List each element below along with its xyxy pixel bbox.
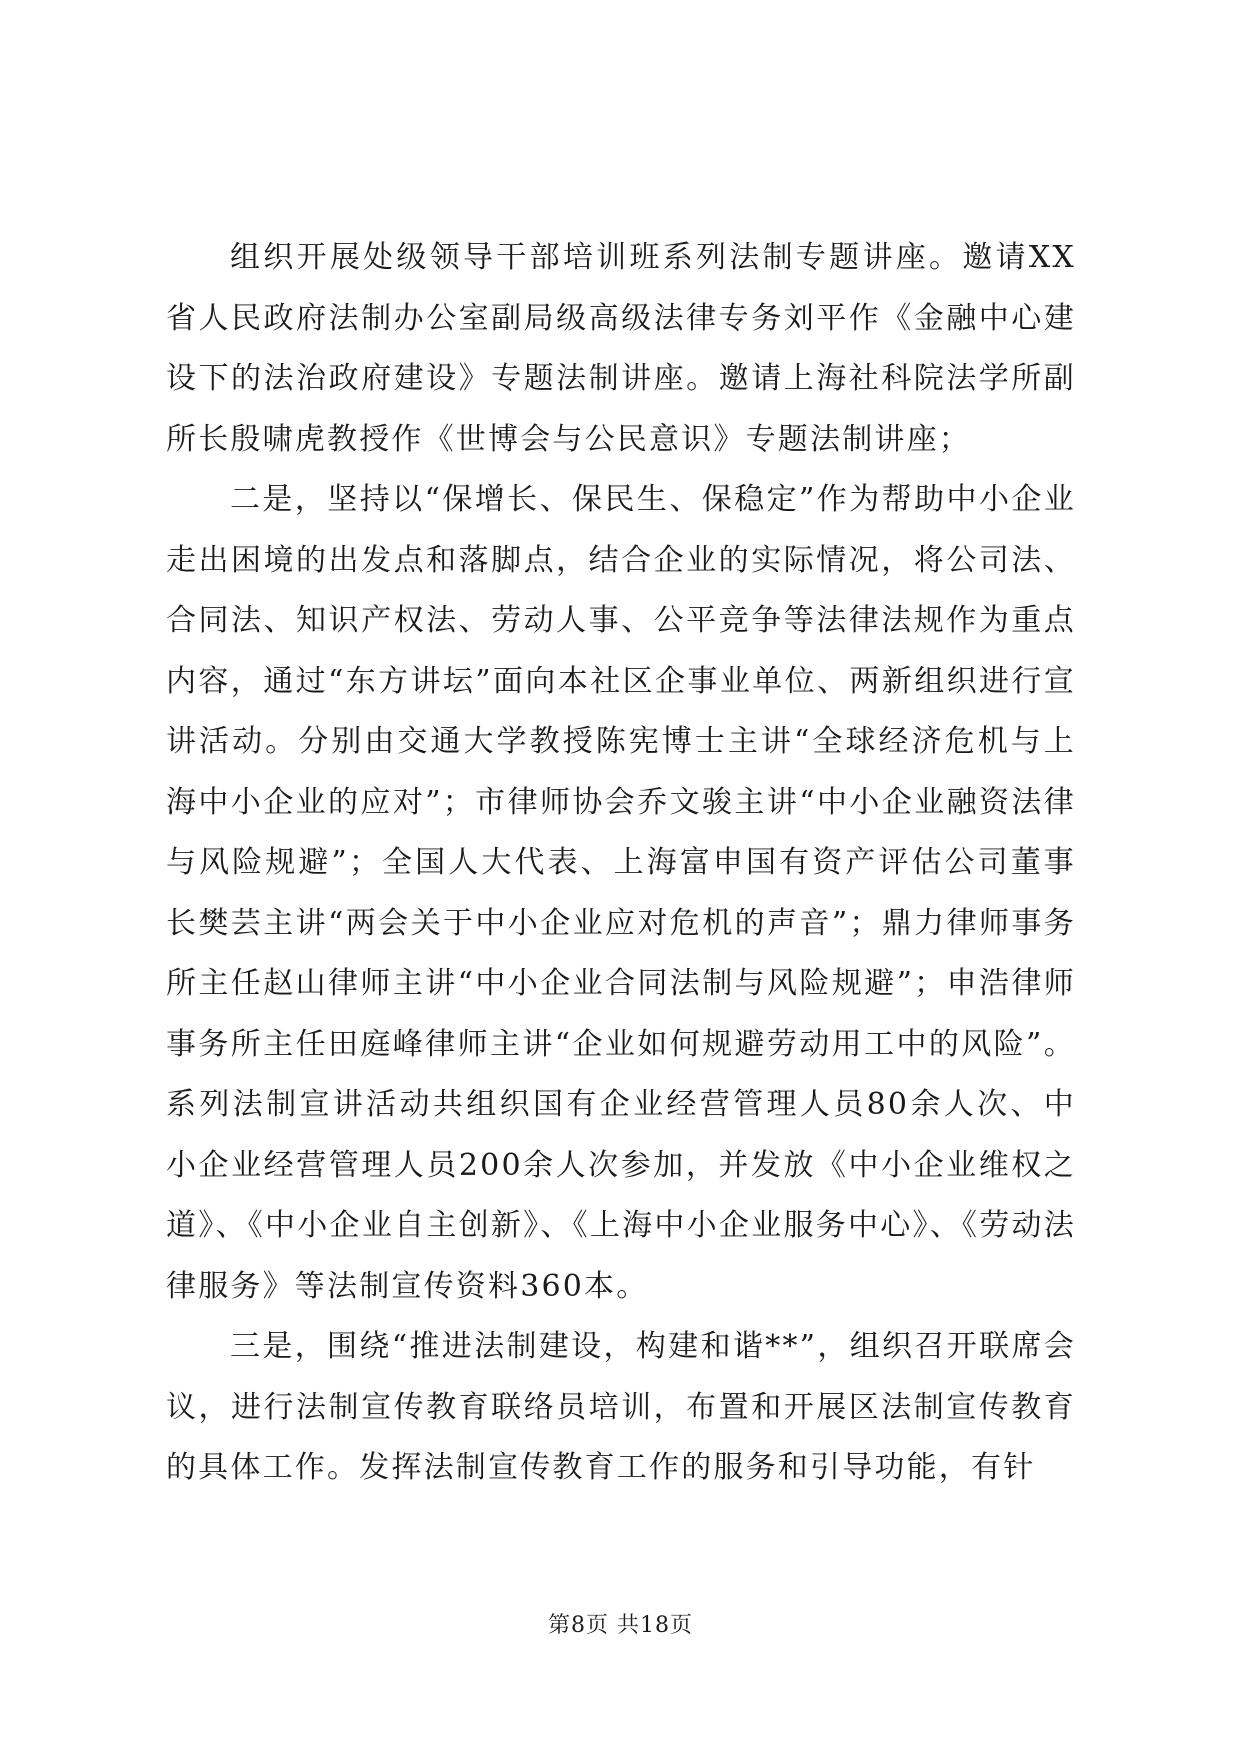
paragraph-1: 组织开展处级领导干部培训班系列法制专题讲座。邀请XX省人民政府法制办公室副局级高级法律专务刘平作《金融中心建设下的法治政府建设》专题法制讲座。邀请上海社科院法学所副所长殷啸虎教授作《世博会与公民意识》专题法制讲座； bbox=[166, 240, 1076, 457]
page-number-footer: 第8页 共18页 bbox=[548, 1613, 693, 1638]
paragraph-3: 三是，围绕“推进法制建设，构建和谐**”，组织召开联席会议，进行法制宣传教育联络员培训，布置和开展区法制宣传教育的具体工作。发挥法制宣传教育工作的服务和引导功能，有针 bbox=[166, 1329, 1076, 1485]
document-body bbox=[166, 228, 1076, 1499]
paragraph-2: 二是，坚持以“保增长、保民生、保稳定”作为帮助中小企业走出困境的出发点和落脚点，结合企业的实际情况，将公司法、合同法、知识产权法、劳动人事、公平竞争等法律法规作为重点内容，通过“东方讲坛”面向本社区企事业单位、两新组织进行宣讲活动。分别由交通大学教授陈宪博士主讲“全球经济危机与上海中小企业的应对”；市律师协会乔文骏主讲“中小企业融资法律与风险规避”；全国人大代表、上海富申国有资产评估公司董事长樊芸主讲“两会关于中小企业应对危机的声音”；鼎力律师事务所主任赵山律师主讲“中小企业合同法制与风险规避”；申浩律师事务所主任田庭峰律师主讲“企业如何规避劳动用工中的风险”。系列法制宣讲活动共组织国有企业经营管理人员80余人次、中小企业经营管理人员200余人次参加，并发放《中小企业维权之道》、《中小企业自主创新》、《上海中小企业服务中心》、《劳动法律服务》等法制宣传资料360本。 bbox=[166, 482, 1076, 1304]
